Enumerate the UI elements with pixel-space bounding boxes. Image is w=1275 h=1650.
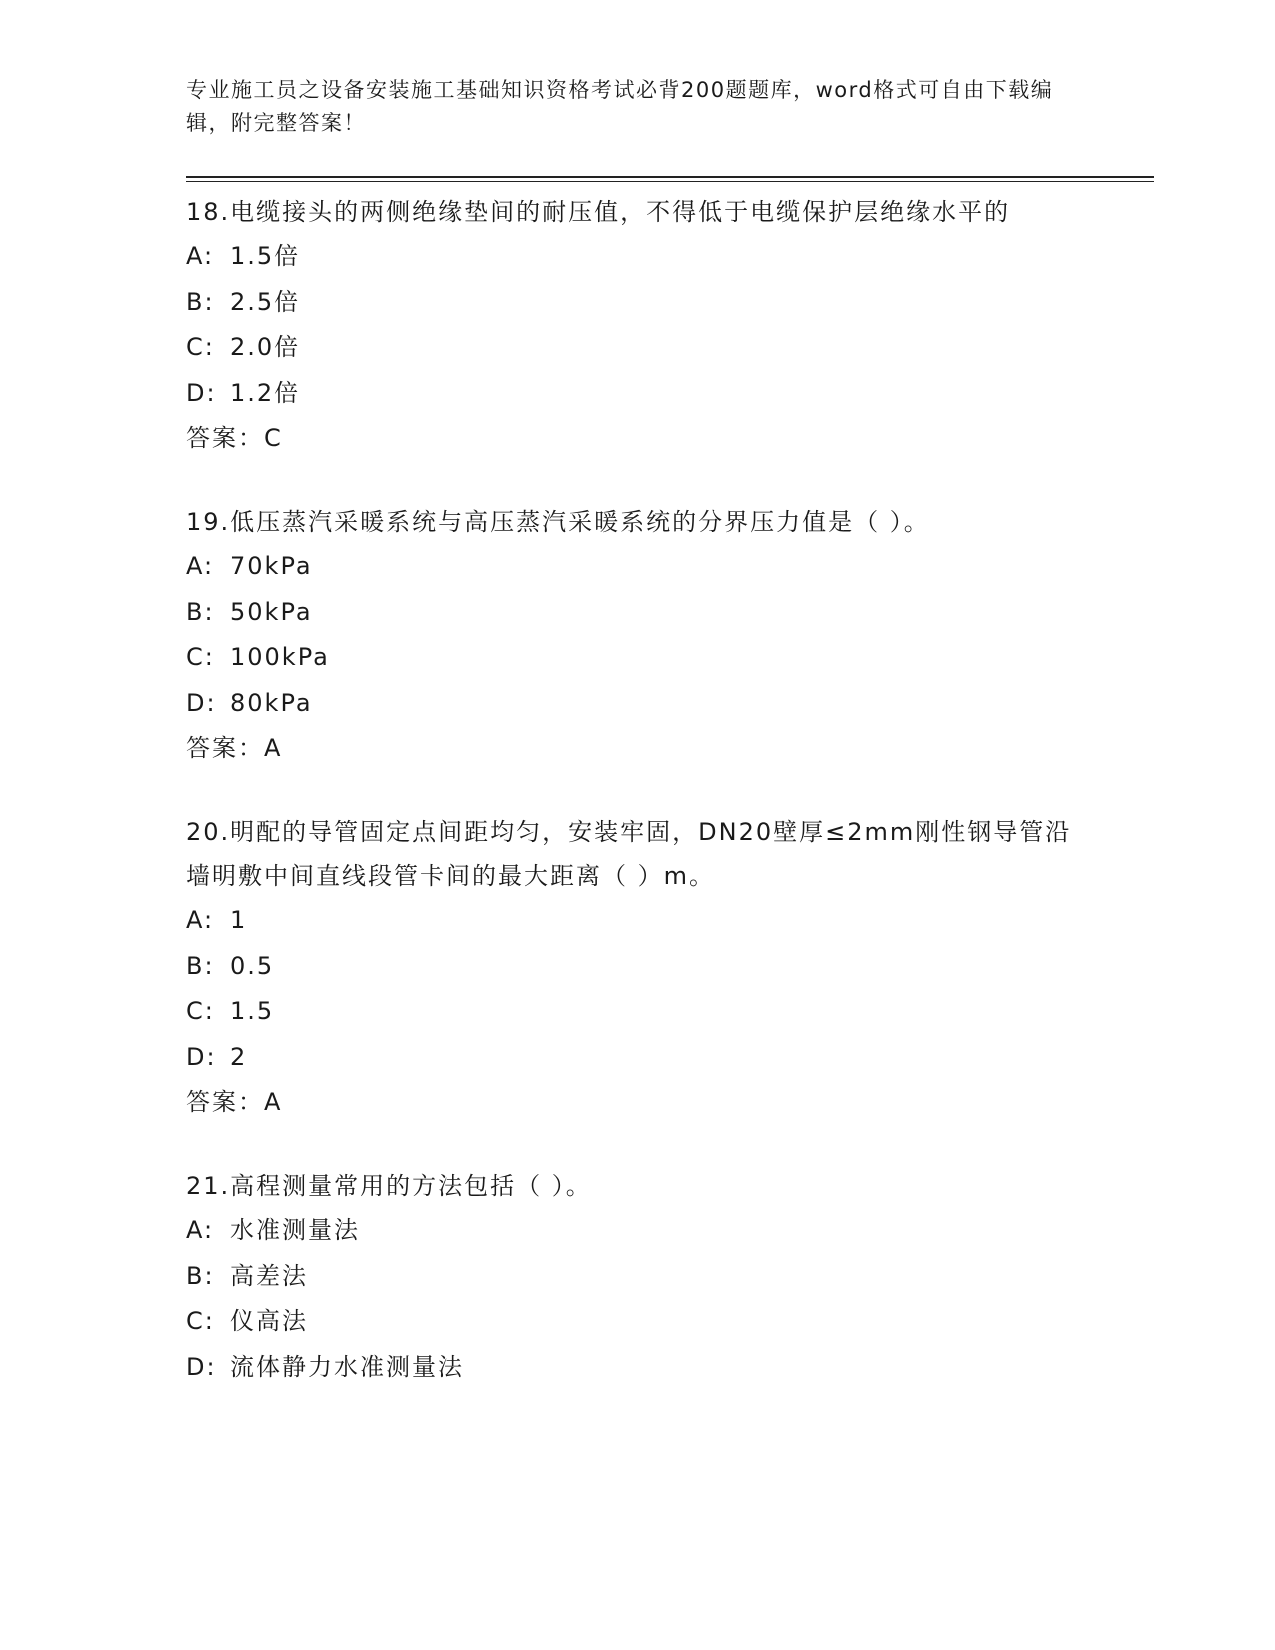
question-stem: 19.低压蒸汽采暖系统与高压蒸汽采暖系统的分界压力值是（ ）。 (186, 508, 930, 536)
document-header: 专业施工员之设备安装施工基础知识资格考试必背200题题库，word格式可自由下载编辑，附完整答案！ (186, 78, 1054, 135)
option-letter: C: (186, 333, 215, 361)
option-letter: D: (186, 688, 217, 717)
option-letter: D: (186, 378, 217, 407)
option-letter: A: (186, 242, 215, 270)
option-letter: A: (186, 552, 215, 580)
option-d (186, 371, 1086, 417)
option-c (186, 1299, 1086, 1345)
option-letter: D: (186, 1042, 217, 1071)
question-21 (186, 1164, 1086, 1390)
option-d (186, 681, 1086, 727)
option-letter: C: (186, 643, 215, 671)
option-text: 80kPa (230, 688, 313, 717)
option-c (186, 635, 1086, 681)
option-text: 2.5倍 (230, 287, 301, 316)
option-text: 2.0倍 (230, 333, 301, 361)
option-letter: C: (186, 997, 215, 1025)
option-text: 流体静力水准测量法 (230, 1352, 464, 1381)
option-text: 100kPa (230, 643, 330, 671)
option-b (186, 944, 1086, 990)
option-letter: D: (186, 1352, 217, 1381)
option-a (186, 1208, 1086, 1254)
option-b (186, 590, 1086, 636)
option-text: 70kPa (230, 552, 313, 580)
option-text: 水准测量法 (230, 1216, 360, 1244)
option-letter: A: (186, 906, 215, 934)
option-letter: B: (186, 287, 215, 316)
option-letter: A: (186, 1216, 215, 1244)
option-c (186, 989, 1086, 1035)
question-18 (186, 190, 1086, 460)
option-text: 1.2倍 (230, 378, 301, 407)
option-a (186, 234, 1086, 280)
option-a (186, 544, 1086, 590)
option-text: 1.5 (230, 997, 275, 1025)
option-a (186, 898, 1086, 944)
question-stem: 20.明配的导管固定点间距均匀，安装牢固，DN20壁厚≤2mm刚性钢导管沿墙明敷中间直线段管卡间的最大距离（ ）m。 (186, 818, 1072, 890)
answer-line: 答案：A (186, 734, 283, 762)
option-letter: B: (186, 951, 215, 980)
option-d (186, 1345, 1086, 1391)
option-b (186, 1254, 1086, 1300)
option-text: 仪高法 (230, 1307, 308, 1335)
question-stem: 21.高程测量常用的方法包括（ ）。 (186, 1172, 592, 1200)
question-stem: 18.电缆接头的两侧绝缘垫间的耐压值，不得低于电缆保护层绝缘水平的 (186, 198, 1011, 226)
option-letter: B: (186, 597, 215, 626)
answer-line: 答案：C (186, 424, 283, 452)
option-letter: C: (186, 1307, 215, 1335)
option-d (186, 1035, 1086, 1081)
answer-line: 答案：A (186, 1088, 283, 1116)
option-text: 50kPa (230, 597, 313, 626)
question-list (186, 190, 1086, 1430)
option-text: 1.5倍 (230, 242, 301, 270)
option-text: 0.5 (230, 951, 275, 980)
question-20 (186, 810, 1086, 1124)
question-19 (186, 500, 1086, 770)
option-c (186, 325, 1086, 371)
option-text: 高差法 (230, 1261, 308, 1290)
header-divider (186, 176, 1154, 182)
option-b (186, 280, 1086, 326)
option-text: 2 (230, 1042, 248, 1071)
option-text: 1 (230, 906, 248, 934)
option-letter: B: (186, 1261, 215, 1290)
